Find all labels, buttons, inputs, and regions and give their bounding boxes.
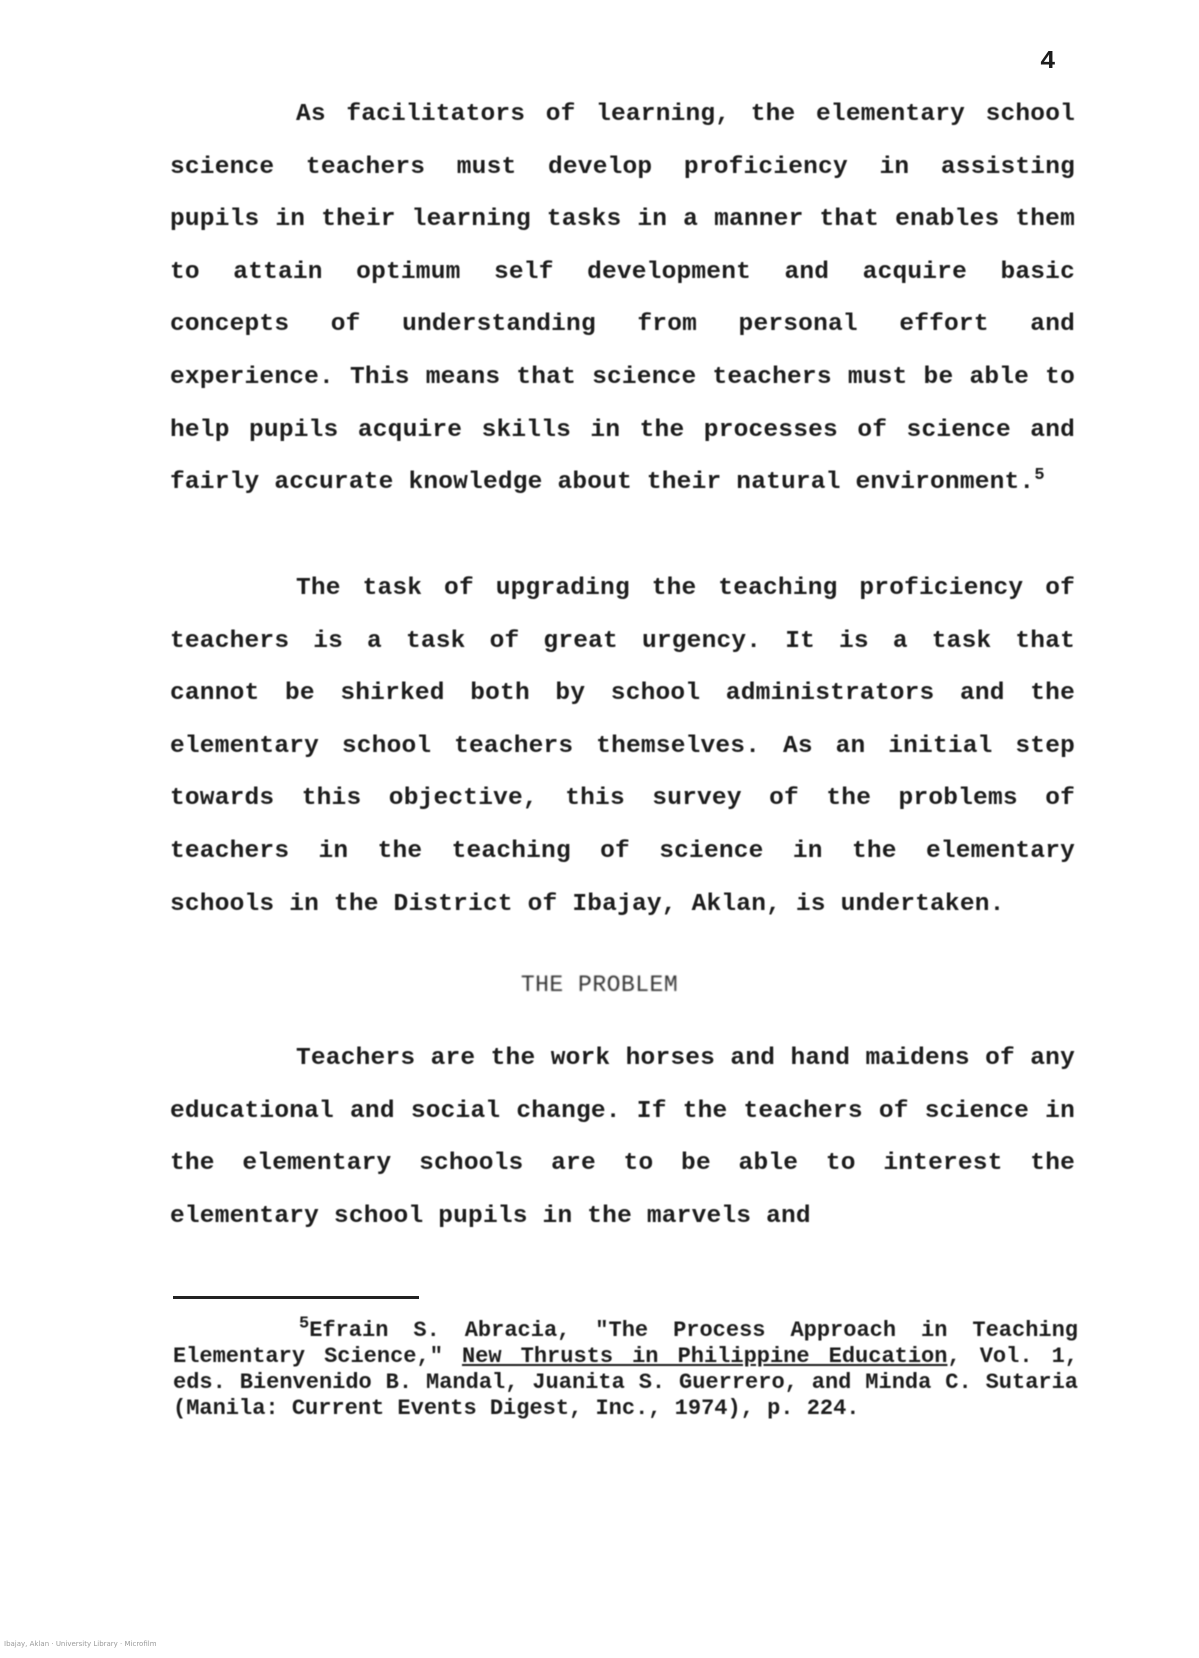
- footnote-separator: [173, 1296, 419, 1299]
- footnote-book-title: New Thrusts in Philippine Education: [461, 1344, 948, 1369]
- scan-footer-text: Ibajay, Aklan · University Library · Microfilm: [4, 1640, 157, 1648]
- footnote-details: , Vol. 1, eds. Bienvenido B. Mandal, Juanita S. Guerrero, and Minda C. Sutaria (Manila: Current Events Digest, Inc., 1974), p. 224.: [173, 1344, 1078, 1421]
- footnote-author: Efrain S. Abracia, "The Process Approach in Teaching Elementary Science,": [173, 1318, 1078, 1369]
- paragraph-text: As facilitators of learning, the elementary school science teachers must develop proficiency in assisting pupils in their learning tasks in a manner that enables them to attain optimum self development and acquire basic concepts of understanding from personal effort and experience. This means that science teachers must be able to help pupils acquire skills in the processes of science and fairly accurate knowledge about their natural environment.: [170, 101, 1075, 497]
- page-number: 4: [1040, 46, 1056, 76]
- section-heading-the-problem: THE PROBLEM: [520, 972, 679, 998]
- paragraph-facilitators: [170, 89, 1075, 510]
- footnote-reference: 5: [1034, 466, 1045, 485]
- paragraph-teachers-are: Teachers are the work horses and hand maidens of any educational and social change. If the teachers of science in the elementary schools are to be able to interest the elementary school pupils in the marvels and: [170, 1045, 1075, 1230]
- paragraph-task-of-upgrading: The task of upgrading the teaching proficiency of teachers is a task of great urgency. It is a task that cannot be shirked both by school administrators and the elementary school teachers themselves. As an initial step towards this objective, this survey of the problems of teachers in the teaching of science in the elementary schools in the District of Ibajay, Aklan, is undertaken.: [170, 575, 1075, 918]
- footnote-mark: 5: [299, 1314, 310, 1334]
- footnote: [173, 1314, 1078, 1422]
